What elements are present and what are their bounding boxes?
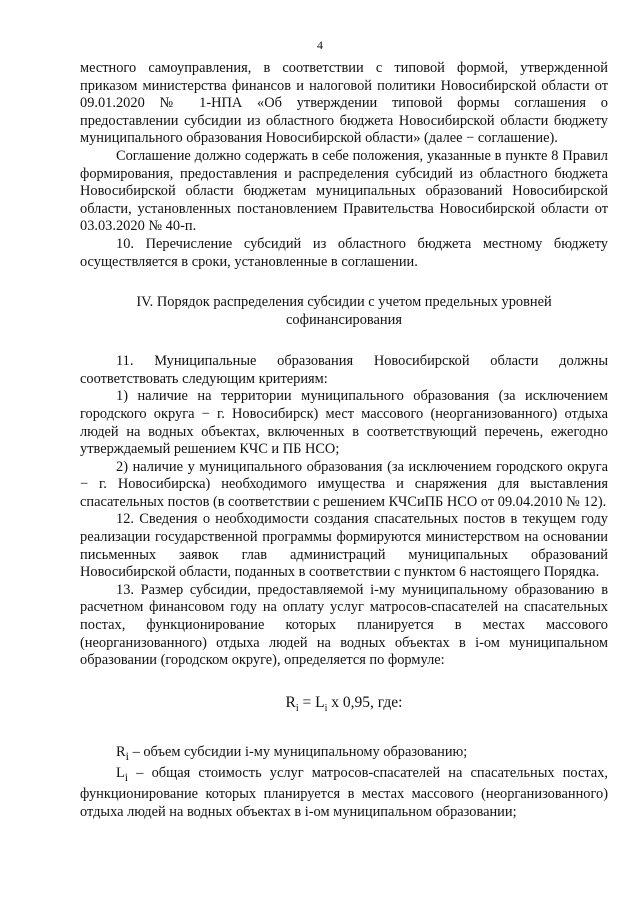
paragraph-10-transfer: 10. Перечисление субсидий из областного бюджета местному бюджету осуществляется в сроки, установленные в соглашении. (80, 235, 608, 270)
criterion-1: 1) наличие на территории муниципального образования (за исключением городского округа − г. Новосибирск) мест массового (неорганизованного) отдыха людей на водных объектах, включенных в соответствующий перечень, ежегодно утверждаемый решением КЧС и ПБ НСО; (80, 388, 608, 458)
formula-rhs: L (315, 693, 325, 711)
definition-r-sub: i (125, 748, 129, 763)
formula-lhs: R (285, 693, 296, 711)
section-heading-iv: IV. Порядок распределения субсидии с учетом предельных уровней софинансирования (136, 294, 552, 329)
page-number: 4 (317, 38, 323, 52)
formula-rhs-sub: i (324, 702, 328, 714)
paragraph-12-rescue-posts: 12. Сведения о необходимости создания спасательных постов в текущем году реализации государственной программы формируются министерством на основании письменных заявок глав администраций муниципальных образований Новосибирской области, поданных в соответствии с пунктом 6 настоящего Порядка. (80, 511, 608, 581)
formula-lhs-sub: i (295, 702, 299, 714)
definition-l-symbol: L (116, 764, 125, 781)
paragraph-agreement-form: местного самоуправления, в соответствии с типовой формой, утвержденной приказом министерства финансов и налоговой политики Новосибирской области от 09.01.2020 № 1-НПА «Об утверждении типовой формы соглашения о предоставлении субсидии из областного бюджета Новосибирской области бюджету муниципального образования Новосибирской области» (далее − соглашение). (80, 60, 608, 147)
definition-l-text: – общая стоимость услуг матросов-спасателей на спасательных постах, функционирование которых планируется в местах массового (неорганизованного) отдыха людей на водных объектах в i-ом муниципальном образовании; (80, 764, 608, 821)
document-body (80, 60, 608, 822)
definition-l-sub: i (124, 769, 129, 784)
definition-r-text: – объем субсидии i-му муниципальному образованию; (132, 743, 468, 760)
definition-r-symbol: R (116, 743, 126, 760)
paragraph-agreement-content: Соглашение должно содержать в себе положения, указанные в пункте 8 Правил формирования, предоставления и распределения субсидий из областного бюджета Новосибирской области бюджетам муниципальных образований Новосибирской области, установленных постановлением Правительства Новосибирской области от 03.03.2020 № 40-п. (80, 147, 608, 235)
paragraph-11-criteria: 11. Муниципальные образования Новосибирской области должны соответствовать следующим критериям: (80, 353, 608, 387)
formula-eq: = (298, 693, 316, 711)
definition-l (80, 765, 608, 822)
definition-r (80, 744, 608, 765)
subsidy-formula (80, 694, 608, 718)
criterion-2: 2) наличие у муниципального образования (за исключением городского округа − г. Новосибирска) необходимого имущества и снаряжения для выставления спасательных постов (в соответствии с решением КЧСиПБ НСО от 09.04.2010 № 12). (80, 458, 608, 510)
formula-tail: x 0,95, где: (327, 693, 403, 711)
paragraph-13-subsidy-size: 13. Размер субсидии, предоставляемой i-му муниципальному образованию в расчетном финансовом году на оплату услуг матросов-спасателей на спасательных постах, функционирование которых планируется в местах массового (неорганизованного) отдыха людей на водных объектах в i-ом муниципальном образовании (городском округе), определяется по формуле: (80, 581, 608, 669)
